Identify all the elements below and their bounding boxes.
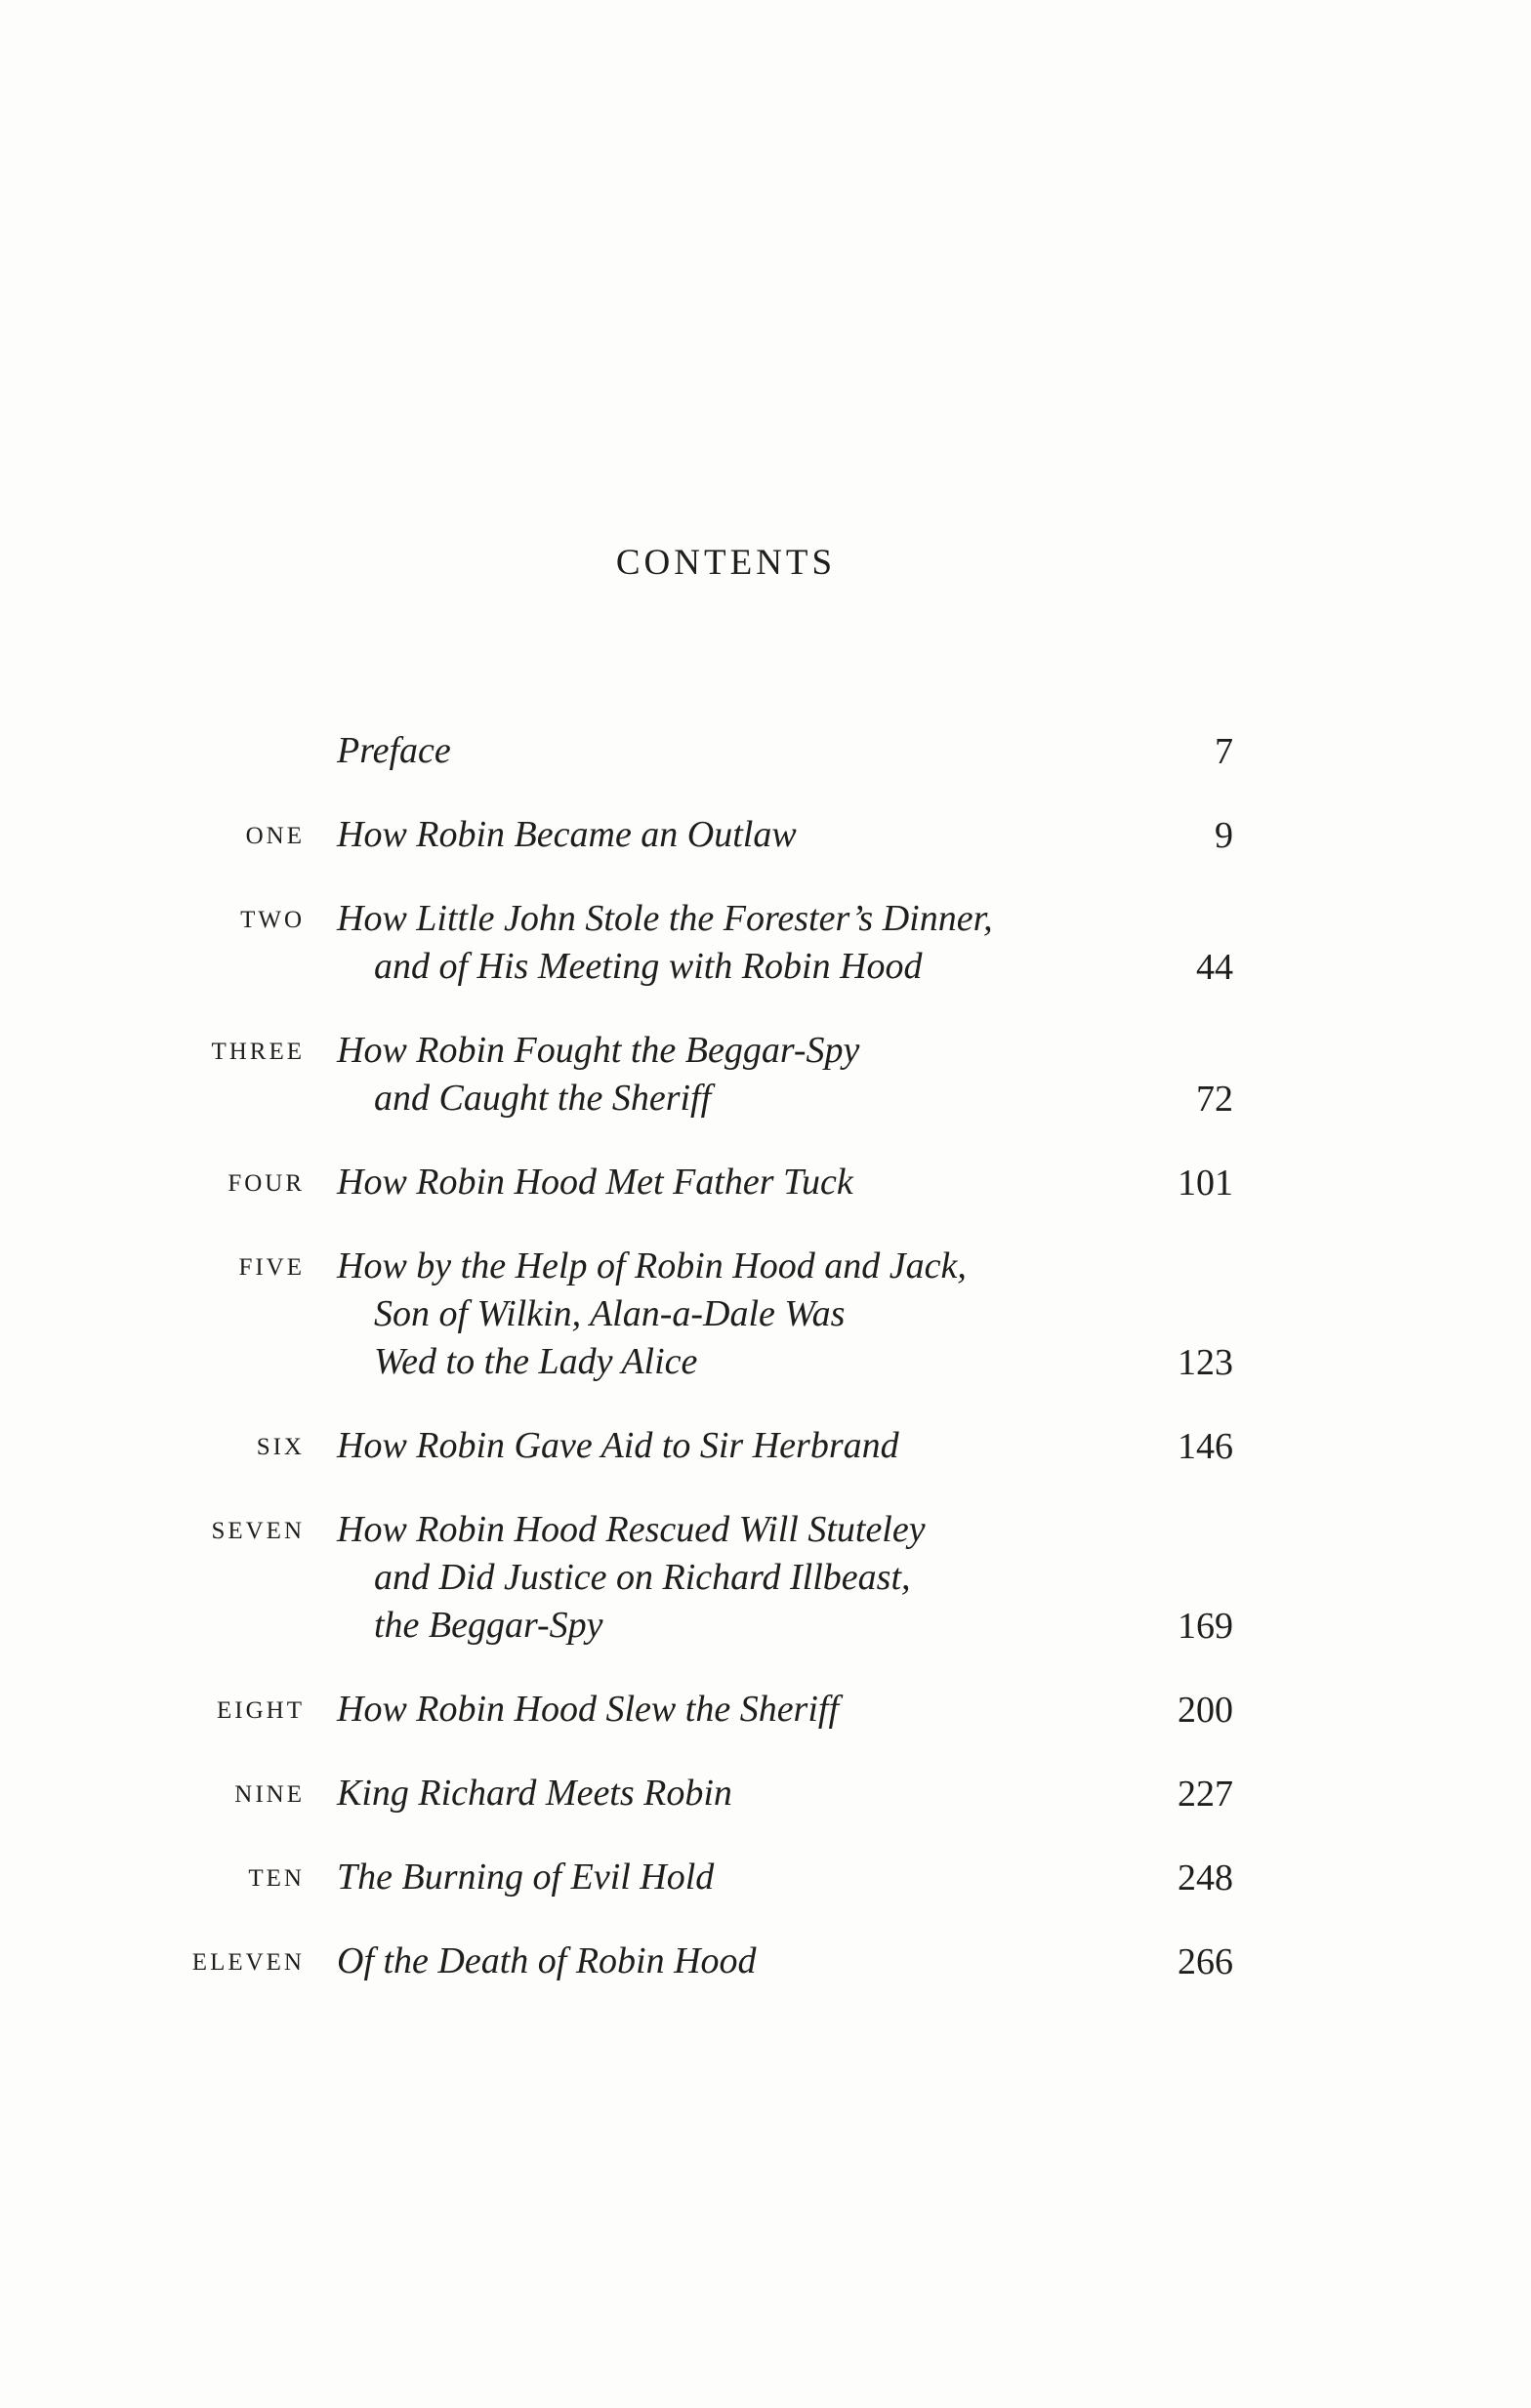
toc-entry-six (0, 1422, 1531, 1471)
chapter-title-line: and Caught the Sheriff (374, 1078, 712, 1119)
toc-entry-four (0, 1159, 1531, 1207)
chapter-title (337, 811, 797, 859)
chapter-number: ONE (245, 823, 305, 849)
chapter-number: THREE (211, 1039, 305, 1065)
chapter-title (337, 1770, 732, 1817)
page-number: 248 (1178, 1857, 1233, 1898)
chapter-title (337, 1938, 757, 1985)
chapter-title-line: the Beggar-Spy (374, 1605, 603, 1646)
chapter-title-line: How Robin Became an Outlaw (337, 814, 797, 855)
chapter-number: TWO (240, 907, 305, 933)
chapter-title-line: Preface (337, 730, 451, 771)
chapter-title-line: How Robin Gave Aid to Sir Herbrand (337, 1425, 899, 1466)
chapter-title-line: How Robin Hood Rescued Will Stuteley (337, 1509, 926, 1550)
toc-entry-one (0, 811, 1531, 860)
toc-entry-five (0, 1243, 1531, 1387)
chapter-title-line: How Robin Hood Met Father Tuck (337, 1162, 853, 1203)
chapter-number: FOUR (228, 1170, 305, 1197)
chapter-number: EIGHT (217, 1697, 305, 1724)
page-number: 44 (1196, 947, 1233, 988)
chapter-title (337, 727, 451, 775)
page-number: 101 (1178, 1163, 1233, 1204)
chapter-title-line: and of His Meeting with Robin Hood (374, 946, 923, 987)
chapter-title-line: Wed to the Lady Alice (374, 1341, 698, 1382)
toc-entry-eight (0, 1686, 1531, 1735)
page-number: 200 (1178, 1690, 1233, 1731)
chapter-number: NINE (234, 1781, 305, 1808)
page-number: 9 (1215, 815, 1233, 856)
toc-entry-preface (0, 727, 1531, 776)
page-number: 146 (1178, 1426, 1233, 1467)
chapter-number: TEN (248, 1865, 305, 1892)
chapter-title (337, 895, 993, 991)
chapter-number: SEVEN (211, 1518, 305, 1544)
toc-entry-two (0, 895, 1531, 992)
chapter-title-line: and Did Justice on Richard Illbeast, (374, 1557, 911, 1598)
page-title: CONTENTS (615, 543, 837, 583)
page-number: 123 (1178, 1342, 1233, 1383)
chapter-title-line: How Robin Hood Slew the Sheriff (337, 1689, 840, 1730)
toc-entry-nine (0, 1770, 1531, 1818)
chapter-title (337, 1422, 899, 1470)
chapter-title-line: How Little John Stole the Forester’s Dinner, (337, 898, 993, 939)
chapter-number: FIVE (238, 1254, 305, 1281)
table-of-contents (0, 727, 1531, 2021)
chapter-title-line: Son of Wilkin, Alan-a-Dale Was (374, 1293, 846, 1334)
chapter-title (337, 1686, 839, 1734)
page-number: 227 (1178, 1774, 1233, 1815)
page-number: 169 (1178, 1606, 1233, 1647)
toc-entry-seven (0, 1506, 1531, 1651)
toc-entry-three (0, 1027, 1531, 1123)
chapter-number: ELEVEN (191, 1949, 305, 1976)
chapter-number: SIX (256, 1434, 305, 1460)
page-number: 7 (1215, 731, 1233, 772)
page-number: 266 (1178, 1941, 1233, 1982)
toc-entry-ten (0, 1854, 1531, 1902)
chapter-title-line: How by the Help of Robin Hood and Jack, (337, 1245, 967, 1286)
chapter-title-line: King Richard Meets Robin (337, 1773, 732, 1814)
chapter-title-line: The Burning of Evil Hold (337, 1857, 715, 1898)
chapter-title (337, 1506, 926, 1650)
chapter-title (337, 1159, 853, 1206)
chapter-title (337, 1027, 859, 1122)
page-number: 72 (1196, 1079, 1233, 1120)
toc-entry-eleven (0, 1938, 1531, 1986)
chapter-title-line: Of the Death of Robin Hood (337, 1940, 757, 1981)
chapter-title-line: How Robin Fought the Beggar-Spy (337, 1030, 860, 1071)
chapter-title (337, 1854, 714, 1901)
chapter-title (337, 1243, 967, 1386)
